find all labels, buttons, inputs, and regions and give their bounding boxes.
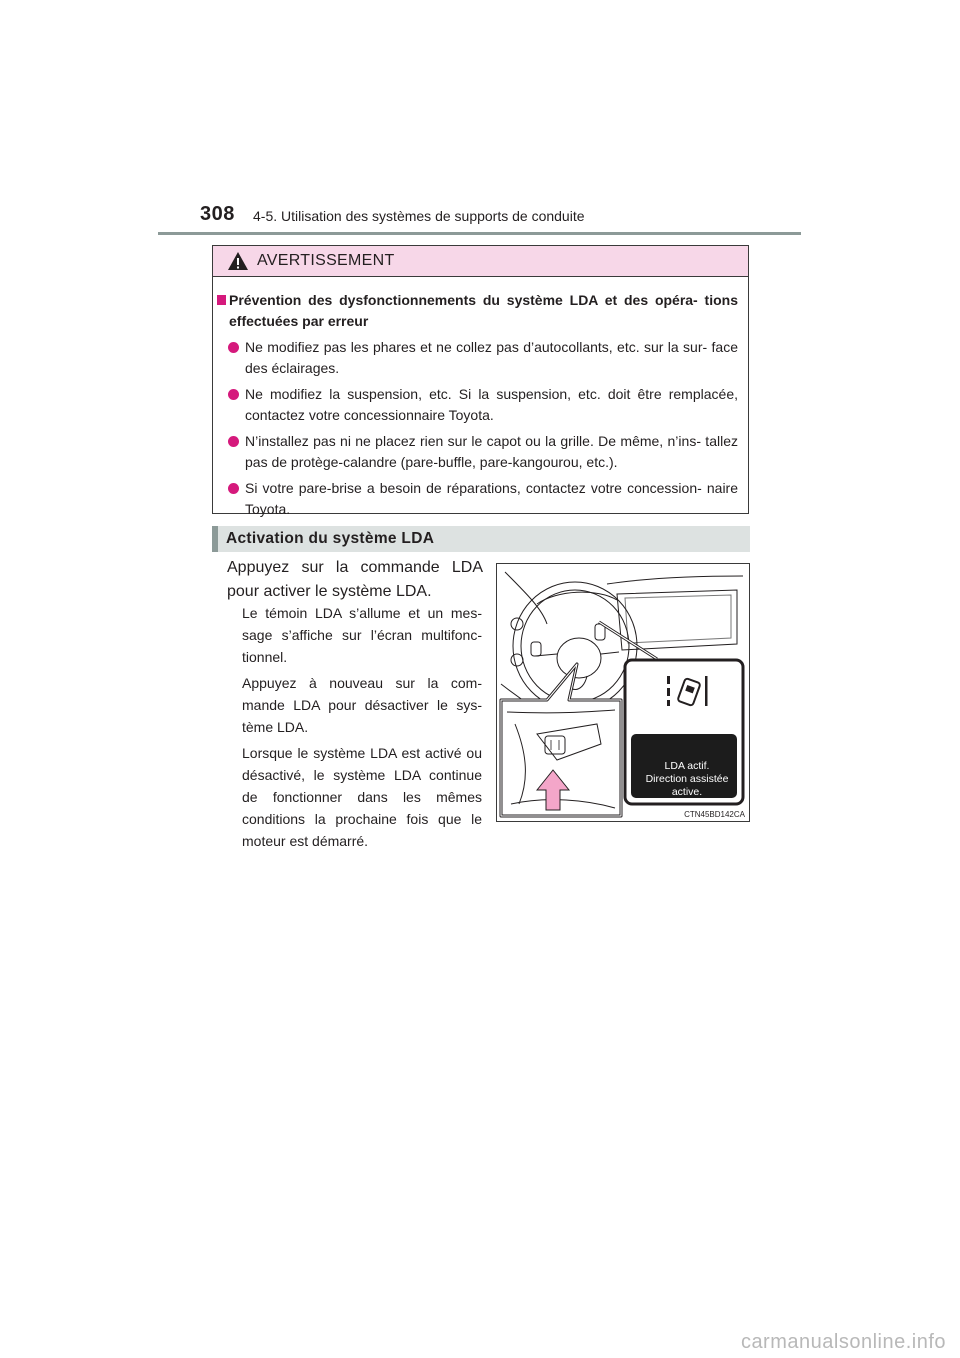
warning-header xyxy=(213,246,748,277)
watermark: carmanualsonline.info xyxy=(740,1331,946,1353)
header-rule xyxy=(158,232,801,235)
warning-bullet-text: N’installez pas ni ne placez rien sur le capot ou la grille. De même, n’ins- tallez pas de protège-calandre (pare-buffle, pare-kangourou, etc.). xyxy=(245,433,738,470)
paragraph: Le témoin LDA s’allume et un mes- sage s’affiche sur l’écran multifonc- tionnel. xyxy=(242,605,482,665)
paragraph: Lorsque le système LDA est activé ou désactivé, le système LDA continue de fonctionner dans les mêmes conditions la prochaine fois que le moteur est démarré. xyxy=(242,745,482,849)
square-bullet-icon xyxy=(217,295,226,305)
running-head: 4-5. Utilisation des systèmes de supports de conduite xyxy=(253,208,585,224)
circle-bullet-icon xyxy=(228,389,239,400)
warning-box xyxy=(212,245,749,517)
instruction-text: Appuyez sur la commande LDA pour activer le système LDA. xyxy=(227,559,483,600)
lda-illustration xyxy=(496,563,750,822)
display-message-line: active. xyxy=(671,786,703,798)
section-header xyxy=(212,526,750,552)
warning-body xyxy=(213,277,748,519)
display-message xyxy=(631,760,743,799)
circle-bullet-icon xyxy=(228,436,239,447)
warning-bullet xyxy=(217,431,738,472)
paragraph: Appuyez à nouveau sur la com- mande LDA pour désactiver le sys- tème LDA. xyxy=(242,675,482,735)
warning-triangle-icon xyxy=(227,251,249,271)
warning-title: AVERTISSEMENT xyxy=(257,252,395,269)
warning-bullet-text: Ne modifiez la suspension, etc. Si la suspension, etc. doit être remplacée, contactez votre concessionnaire Toyota. xyxy=(245,386,738,423)
circle-bullet-icon xyxy=(228,342,239,353)
section-title: Activation du système LDA xyxy=(226,530,435,547)
warning-heading xyxy=(217,290,738,331)
warning-bullet xyxy=(217,478,738,519)
warning-bullet-text: Si votre pare-brise a besoin de réparations, contactez votre concession- naire Toyota. xyxy=(245,480,738,517)
warning-bullet xyxy=(217,384,738,425)
warning-bullet xyxy=(217,337,738,378)
figure-code: CTN45BD142CA xyxy=(684,810,745,819)
display-message-line: Direction assistée xyxy=(645,773,729,785)
display-message-line: LDA actif. xyxy=(664,760,710,772)
circle-bullet-icon xyxy=(228,483,239,494)
warning-heading-text: Prévention des dysfonctionnements du système LDA et des opéra- tions effectuées par erreur xyxy=(229,292,738,329)
warning-bullet-text: Ne modifiez pas les phares et ne collez pas d’autocollants, etc. sur la sur- face des éclairages. xyxy=(245,339,738,376)
page-number: 308 xyxy=(200,203,235,225)
